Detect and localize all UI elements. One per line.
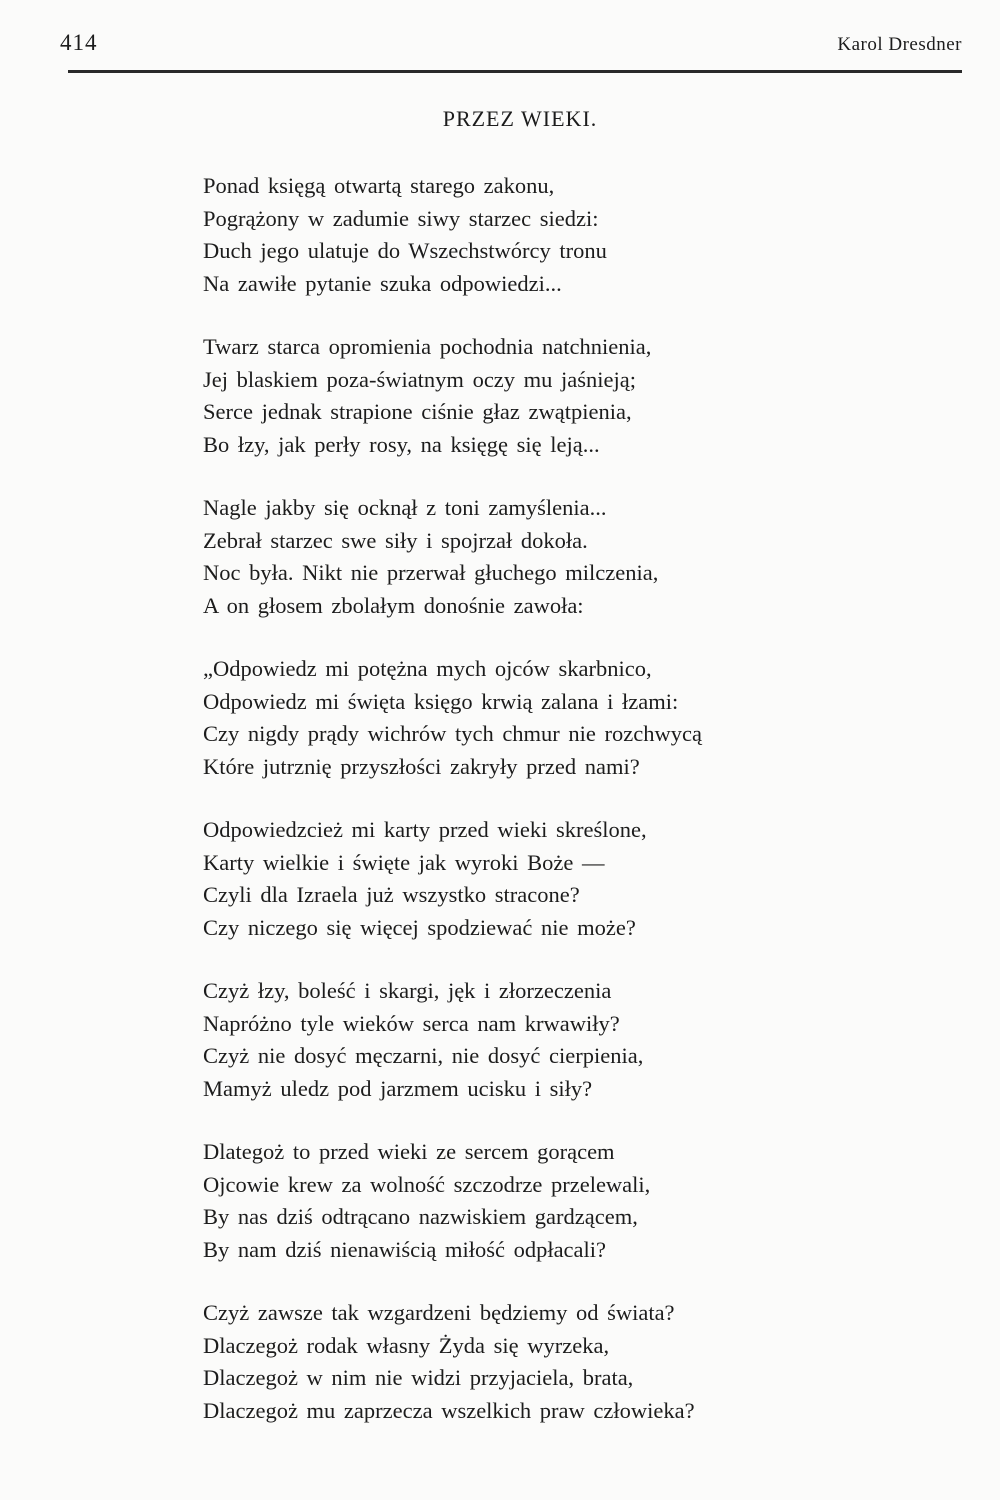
poem-line: Czyli dla Izraela już wszystko stracone? [203, 882, 580, 907]
poem-line: Ojcowie krew za wolność szczodrze przelewali, [203, 1171, 651, 1197]
stanza [203, 1297, 843, 1427]
stanza [203, 653, 843, 783]
poem-line: Ponad księgą otwartą starego zakonu, [203, 173, 555, 198]
poem-line: Dlaczegoż rodak własny Żyda się wyrzeka, [203, 1332, 610, 1358]
stanza [203, 492, 843, 622]
page-number: 414 [60, 30, 98, 55]
poem-line: Noc była. Nikt nie przerwał głuchego milczenia, [203, 560, 659, 585]
stanza [203, 814, 843, 944]
header-rule [68, 70, 962, 73]
poem-line: Mamyż uledz pod jarzmem ucisku i siły? [203, 1075, 593, 1101]
poem-body [203, 170, 843, 1458]
stanza [203, 331, 843, 461]
poem-line: Które jutrznię przyszłości zakryły przed nami? [203, 753, 640, 779]
poem-line: Odpowiedzcież mi karty przed wieki skreślone, [203, 817, 647, 842]
poem-line: Jej blaskiem poza-światnym oczy mu jaśnieją; [203, 366, 637, 392]
poem-line: Serce jednak strapione ciśnie głaz zwątpienia, [203, 399, 632, 424]
poem-line: Duch jego ulatuje do Wszechstwórcy tronu [203, 238, 607, 263]
poem-line: Dlaczegoż mu zaprzecza wszelkich praw człowieka? [203, 1397, 695, 1423]
poem-line: Pogrążony w zadumie siwy starzec siedzi: [203, 205, 599, 231]
poem-line: Czyż łzy, boleść i skargi, jęk i złorzeczenia [203, 978, 612, 1003]
poem-line: Nagle jakby się ocknął z toni zamyślenia... [203, 495, 607, 520]
poem-line: Dlaczegoż w nim nie widzi przyjaciela, brata, [203, 1365, 634, 1390]
poem-line: Zebrał starzec swe siły i spojrzał dokoła. [203, 527, 588, 553]
page-header [60, 30, 962, 66]
poem-line: Napróżno tyle wieków serca nam krwawiły? [203, 1010, 620, 1036]
running-head: Karol Dresdner [837, 34, 962, 55]
poem-line: Dlategoż to przed wieki ze sercem gorącem [203, 1139, 615, 1164]
poem-line: By nas dziś odtrącano nazwiskiem gardzącem, [203, 1204, 638, 1229]
poem-line: Czyż nie dosyć męczarni, nie dosyć cierpienia, [203, 1043, 644, 1068]
poem-line: Bo łzy, jak perły rosy, na księgę się leją... [203, 431, 600, 457]
stanza [203, 170, 843, 300]
stanza [203, 975, 843, 1105]
poem-line: Karty wielkie i święte jak wyroki Boże — [203, 849, 605, 875]
poem-line: „Odpowiedz mi potężna mych ojców skarbnico, [203, 656, 652, 681]
poem-line: Czy nigdy prądy wichrów tych chmur nie rozchwycą [203, 721, 702, 746]
poem-line: Czy niczego się więcej spodziewać nie może? [203, 914, 636, 940]
poem-line: A on głosem zbolałym donośnie zawoła: [203, 592, 584, 618]
poem-line: Odpowiedz mi święta księgo krwią zalana i łzami: [203, 688, 679, 714]
poem-line: Twarz starca opromienia pochodnia natchnienia, [203, 334, 652, 359]
stanza [203, 1136, 843, 1266]
poem-title: PRZEZ WIEKI. [442, 106, 598, 131]
poem-line: Czyż zawsze tak wzgardzeni będziemy od świata? [203, 1300, 675, 1325]
poem-line: By nam dziś nienawiścią miłość odpłacali? [203, 1236, 607, 1262]
poem-line: Na zawiłe pytanie szuka odpowiedzi... [203, 270, 562, 296]
